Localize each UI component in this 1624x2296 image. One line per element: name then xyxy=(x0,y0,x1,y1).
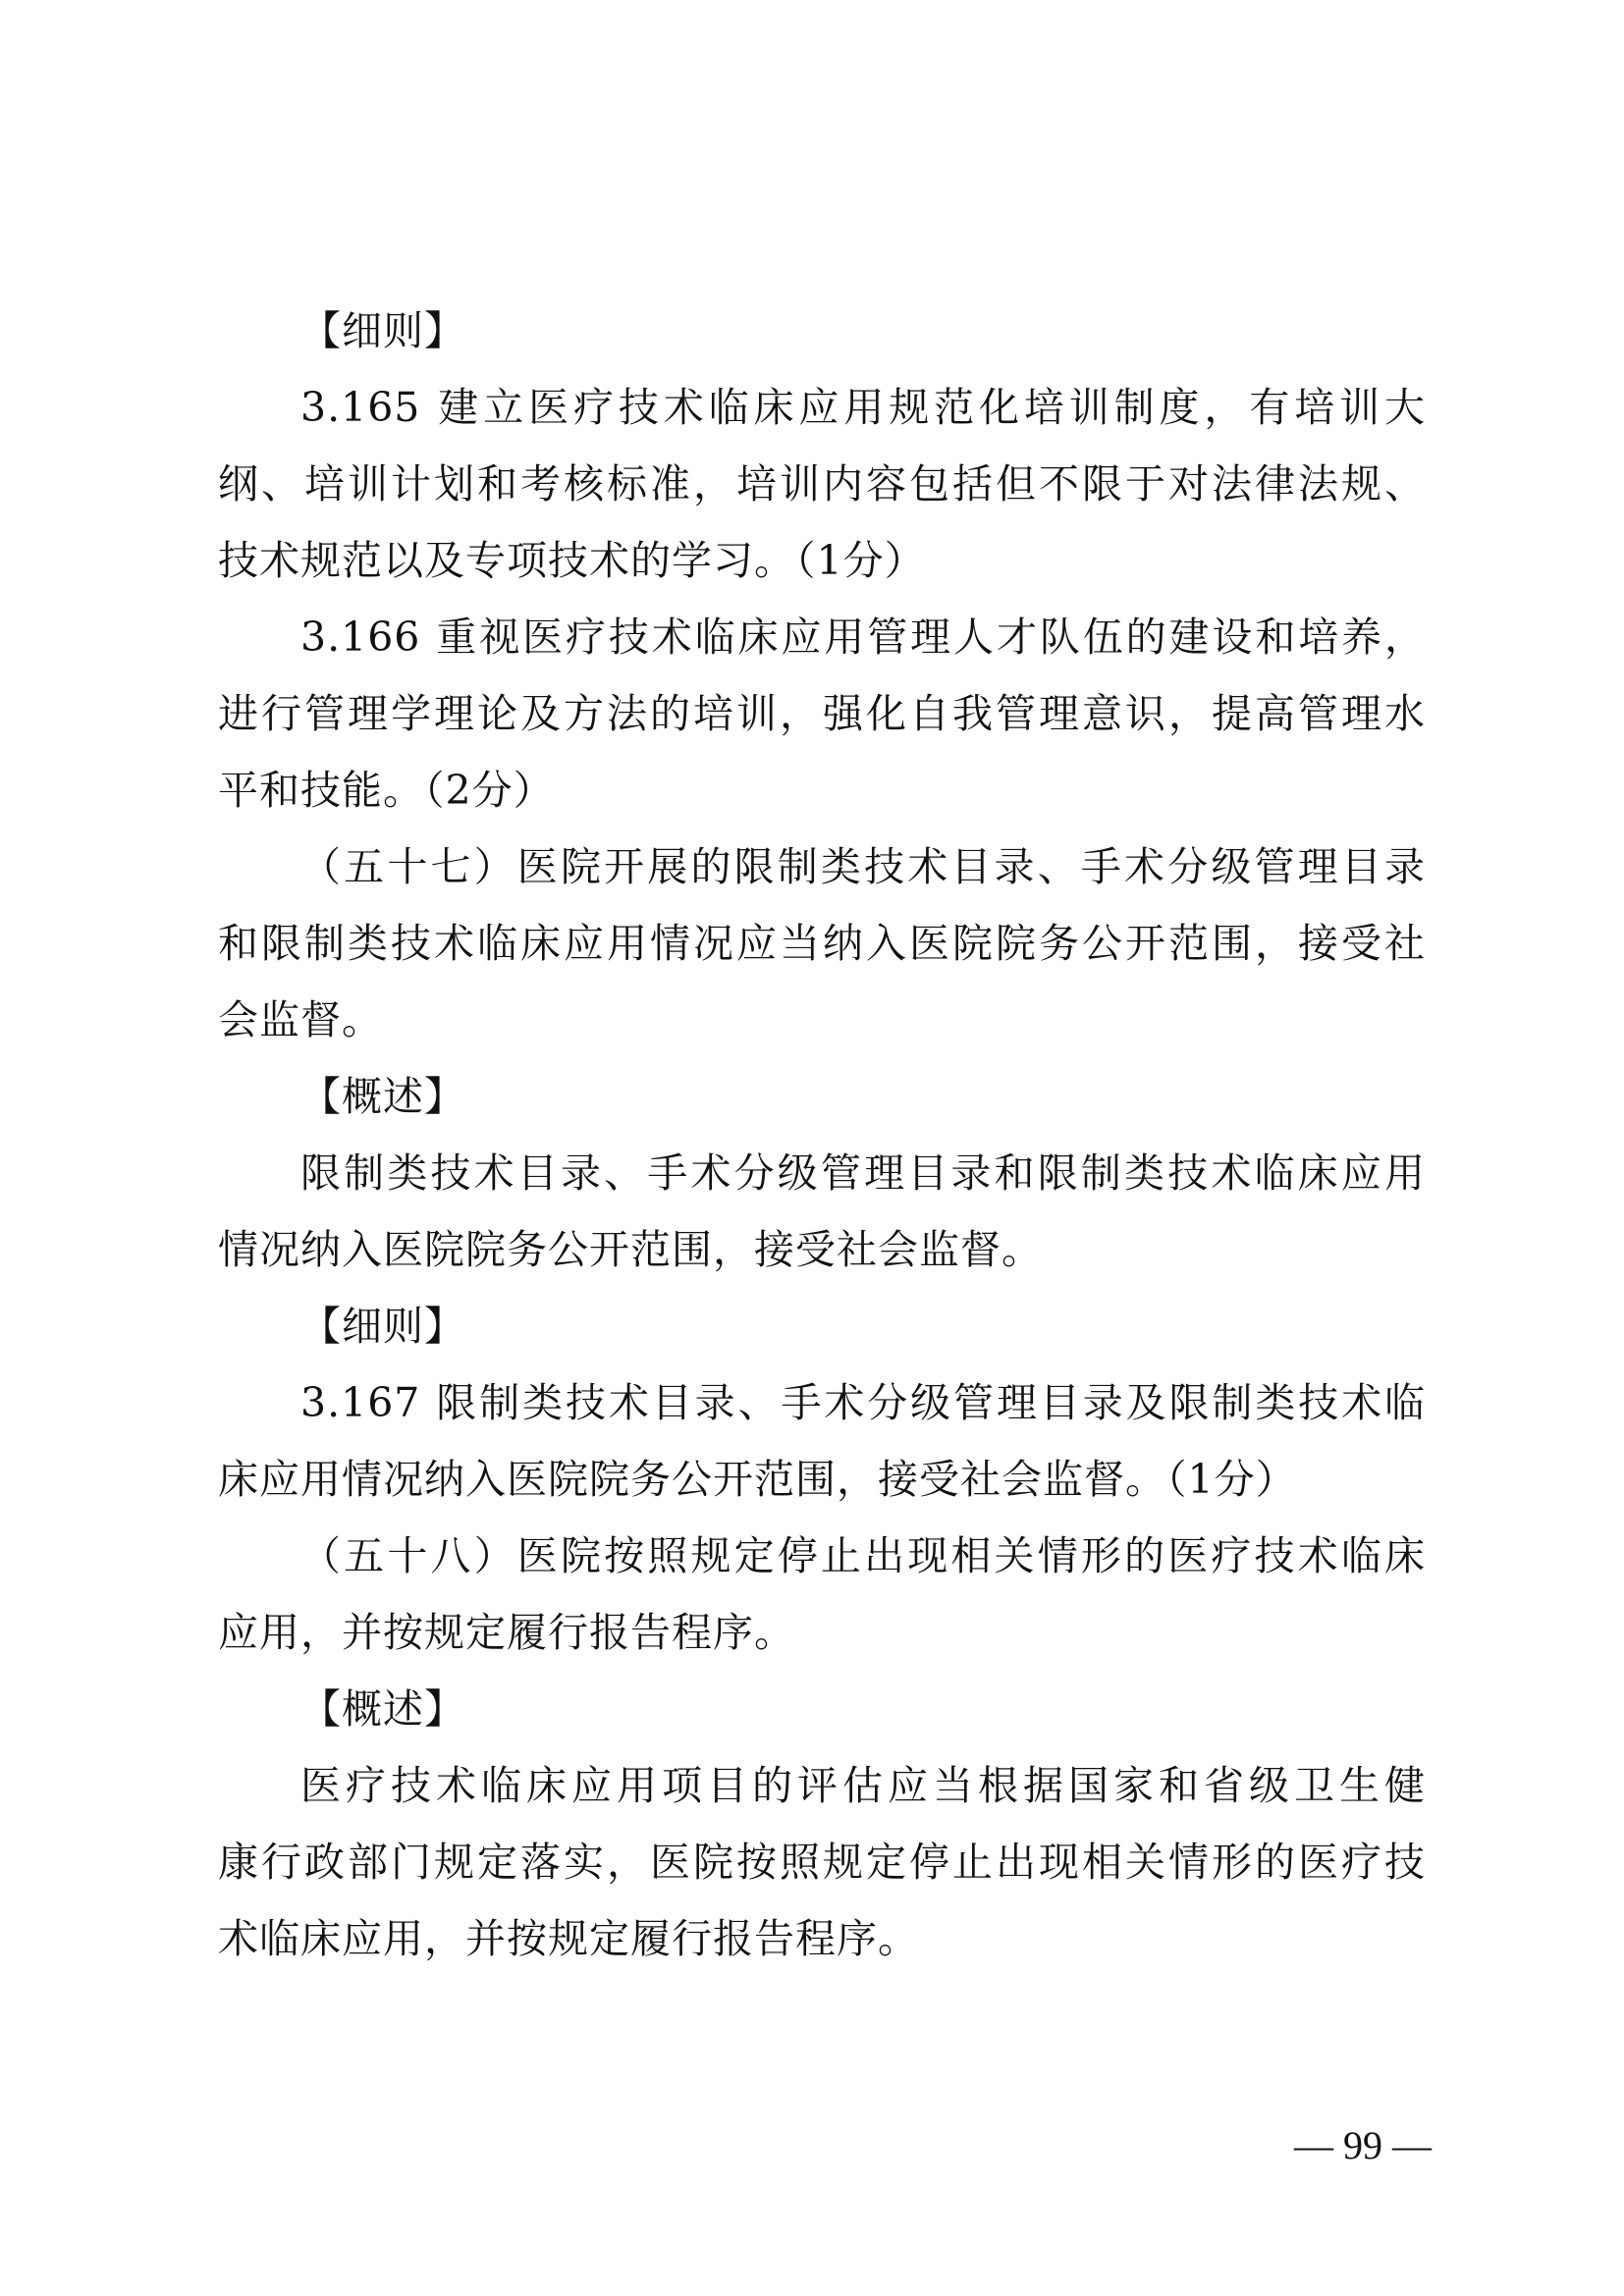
paragraph-line: 情况纳入医院院务公开范围，接受社会监督。 xyxy=(218,1226,1043,1273)
paragraph-line: 纲、培训计划和考核标准，培训内容包括但不限于对法律法规、 xyxy=(218,460,1426,507)
page-number: — 99 — xyxy=(1294,2123,1432,2167)
paragraph-line: 应用，并按规定履行报告程序。 xyxy=(218,1609,795,1656)
paragraph-line: （五十七）医院开展的限制类技术目录、手术分级管理目录 xyxy=(300,843,1426,890)
paragraph-line: 限制类技术目录、手术分级管理目录和限制类技术临床应用 xyxy=(300,1149,1426,1197)
paragraph-line: 和限制类技术临床应用情况应当纳入医院院务公开范围，接受社 xyxy=(218,920,1426,967)
section-heading-overview: 【概述】 xyxy=(300,1685,465,1733)
paragraph-line: 医疗技术临床应用项目的评估应当根据国家和省级卫生健 xyxy=(300,1762,1426,1809)
paragraph-line: 康行政部门规定落实，医院按照规定停止出现相关情形的医疗技 xyxy=(218,1839,1426,1886)
paragraph-line: 3.165 建立医疗技术临床应用规范化培训制度，有培训大 xyxy=(300,384,1426,431)
paragraph-line: 会监督。 xyxy=(218,996,383,1043)
paragraph-line: 技术规范以及专项技术的学习。（1分） xyxy=(218,537,926,584)
body-text xyxy=(218,293,1426,1977)
paragraph-line: 术临床应用，并按规定履行报告程序。 xyxy=(218,1915,919,1962)
paragraph-line: 3.167 限制类技术目录、手术分级管理目录及限制类技术临 xyxy=(300,1379,1426,1426)
section-heading-overview: 【概述】 xyxy=(300,1073,465,1120)
paragraph-line: 进行管理学理论及方法的培训，强化自我管理意识，提高管理水 xyxy=(218,690,1426,737)
paragraph-line: （五十八）医院按照规定停止出现相关情形的医疗技术临床 xyxy=(300,1532,1426,1579)
section-heading-detail: 【细则】 xyxy=(300,307,465,354)
paragraph-line: 3.166 重视医疗技术临床应用管理人才队伍的建设和培养， xyxy=(300,614,1426,661)
section-heading-detail: 【细则】 xyxy=(300,1303,465,1350)
paragraph-line: 平和技能。（2分） xyxy=(218,767,555,814)
paragraph-line: 床应用情况纳入医院院务公开范围，接受社会监督。（1分） xyxy=(218,1456,1297,1503)
